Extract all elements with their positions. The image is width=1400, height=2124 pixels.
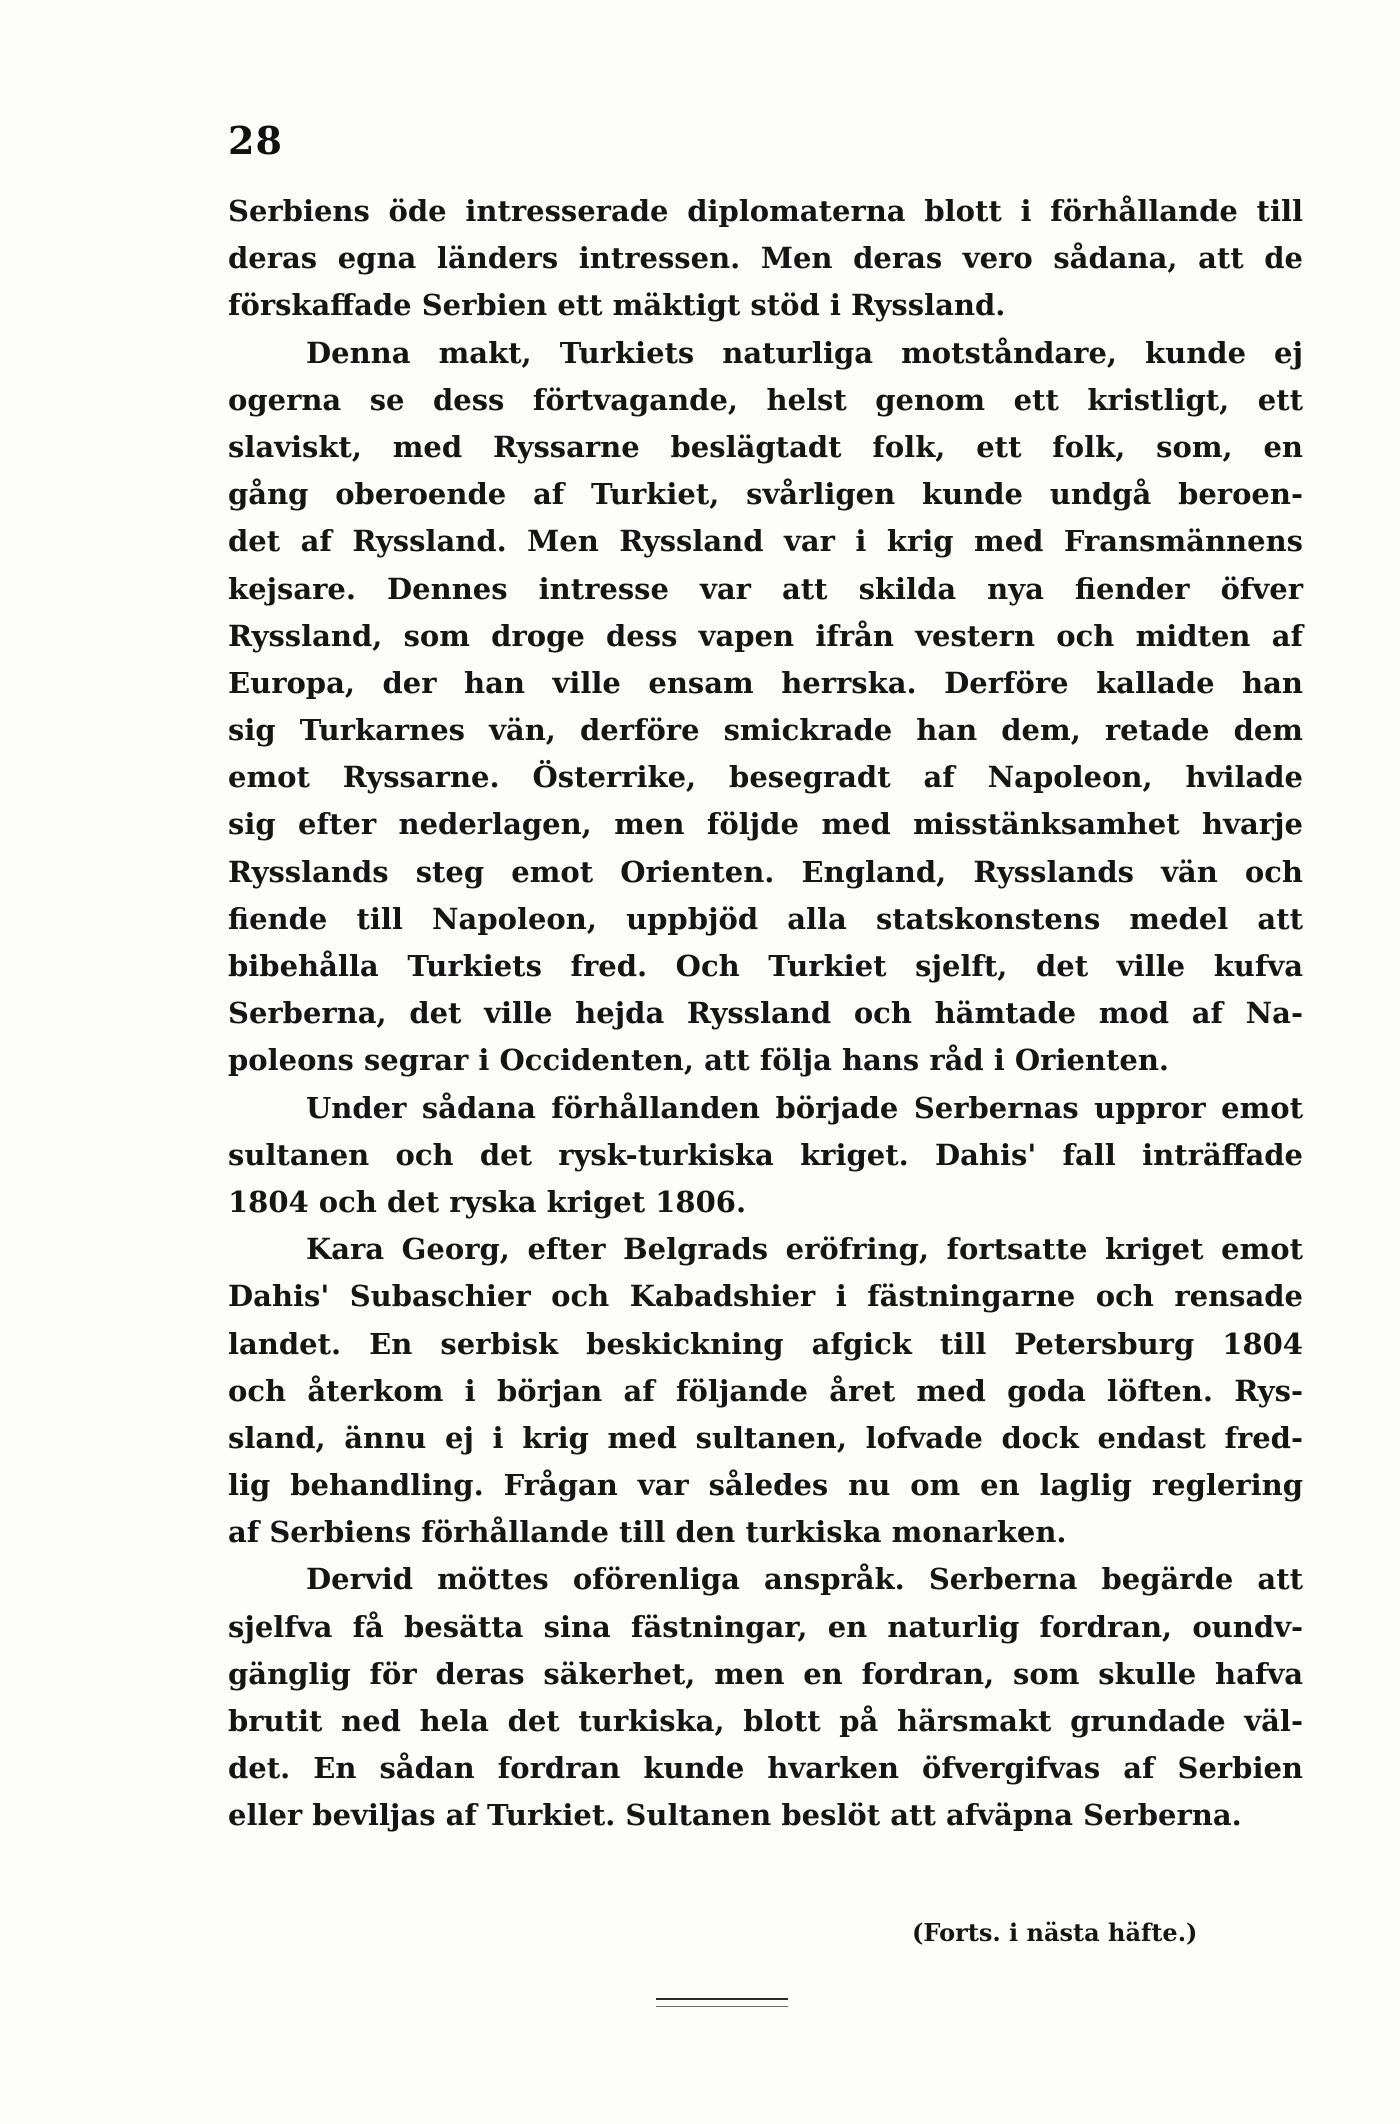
text-line: deras egna länders intressen. Men deras vero sådana, att de bbox=[228, 241, 1303, 276]
page-number: 28 bbox=[228, 118, 283, 163]
text-line: emot Ryssarne. Österrike, besegradt af Napoleon, hvilade bbox=[228, 760, 1303, 795]
text-line: Under sådana förhållanden började Serbernas uppror emot bbox=[306, 1090, 1303, 1125]
text-line: fiende till Napoleon, uppbjöd alla statskonstens medel att bbox=[228, 901, 1303, 936]
text-line: Dervid möttes oförenliga anspråk. Serberna begärde att bbox=[306, 1562, 1303, 1597]
text-line: brutit ned hela det turkiska, blott på härsmakt grundade väl- bbox=[228, 1704, 1303, 1738]
text-line: ogerna se dess förtvagande, helst genom ett kristligt, ett bbox=[228, 382, 1303, 417]
text-line: kejsare. Dennes intresse var att skilda nya fiender öfver bbox=[228, 571, 1303, 606]
text-line: Denna makt, Turkiets naturliga motståndare, kunde ej bbox=[306, 335, 1303, 370]
continuation-note: (Forts. i nästa häfte.) bbox=[912, 1918, 1198, 1947]
text-line: gänglig för deras säkerhet, men en fordran, som skulle hafva bbox=[228, 1656, 1303, 1691]
text-line: Serberna, det ville hejda Ryssland och hämtade mod af Na- bbox=[228, 996, 1303, 1031]
text-line: Serbiens öde intresserade diplomaterna blott i förhållande till bbox=[228, 194, 1303, 228]
text-line: Ryssland, som droge dess vapen ifrån vestern och midten af bbox=[228, 618, 1303, 653]
text-line: 1804 och det ryska kriget 1806. bbox=[228, 1184, 747, 1219]
text-line: eller beviljas af Turkiet. Sultanen beslöt att afväpna Serberna. bbox=[228, 1798, 1242, 1833]
text-line: det af Ryssland. Men Ryssland var i krig med Fransmännens bbox=[228, 524, 1303, 559]
text-line: sjelfva få besätta sina fästningar, en naturlig fordran, oundv- bbox=[228, 1609, 1303, 1644]
end-rule-thin bbox=[656, 2006, 788, 2007]
text-line: sland, ännu ej i krig med sultanen, lofvade dock endast fred- bbox=[228, 1420, 1303, 1455]
text-line: Rysslands steg emot Orienten. England, Rysslands vän och bbox=[228, 854, 1303, 889]
text-line: slaviskt, med Ryssarne beslägtadt folk, ett folk, som, en bbox=[228, 429, 1303, 464]
text-line: gång oberoende af Turkiet, svårligen kunde undgå beroen- bbox=[228, 477, 1303, 512]
text-line: Dahis' Subaschier och Kabadshier i fästningarne och rensade bbox=[228, 1279, 1303, 1314]
text-line: lig behandling. Frågan var således nu om en laglig reglering bbox=[228, 1468, 1303, 1503]
text-line: poleons segrar i Occidenten, att följa hans råd i Orienten. bbox=[228, 1043, 1170, 1078]
text-line: det. En sådan fordran kunde hvarken öfvergifvas af Serbien bbox=[228, 1751, 1303, 1786]
text-line: Europa, der han ville ensam herrska. Derföre kallade han bbox=[228, 665, 1303, 700]
text-line: och återkom i början af följande året med goda löften. Rys- bbox=[228, 1373, 1303, 1408]
text-line: sig Turkarnes vän, derföre smickrade han dem, retade dem bbox=[228, 713, 1303, 748]
end-rule bbox=[656, 1998, 788, 2000]
text-line: förskaffade Serbien ett mäktigt stöd i Ryssland. bbox=[228, 288, 1006, 323]
text-line: landet. En serbisk beskickning afgick till Petersburg 1804 bbox=[228, 1326, 1303, 1361]
text-line: bibehålla Turkiets fred. Och Turkiet sjelft, det ville kufva bbox=[228, 949, 1303, 983]
text-line: sultanen och det rysk-turkiska kriget. Dahis' fall inträffade bbox=[228, 1137, 1303, 1172]
text-line: sig efter nederlagen, men följde med misstänksamhet hvarje bbox=[228, 807, 1303, 842]
body-text bbox=[228, 188, 1303, 1840]
text-line: Kara Georg, efter Belgrads eröfring, fortsatte kriget emot bbox=[306, 1232, 1303, 1267]
text-line: af Serbiens förhållande till den turkiska monarken. bbox=[228, 1515, 1067, 1550]
